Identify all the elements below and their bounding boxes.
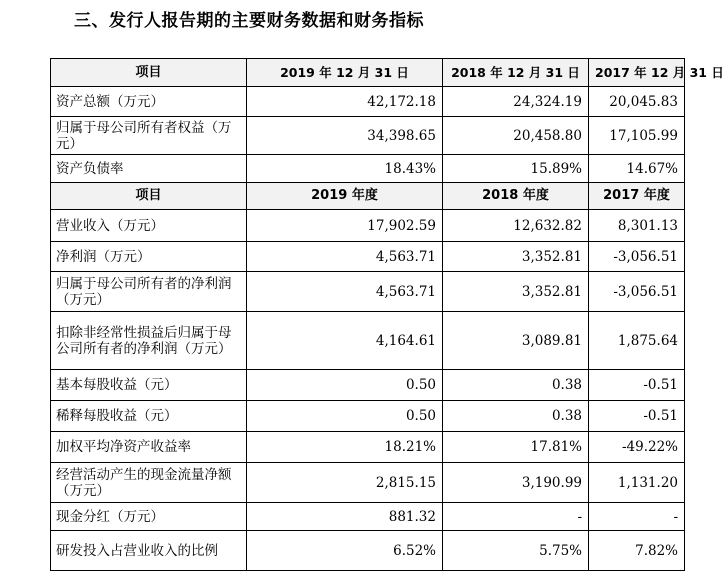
value-cell-2018: 24,324.19 xyxy=(443,87,589,117)
value-cell-2018: 3,352.81 xyxy=(443,242,589,272)
row-label: 净利润（万元） xyxy=(51,242,247,272)
value-cell-2018: - xyxy=(443,503,589,531)
value-cell-2019: 18.43% xyxy=(247,155,443,183)
row-label: 扣除非经常性损益后归属于母公司所有者的净利润（万元） xyxy=(51,312,247,370)
section-heading: 三、发行人报告期的主要财务数据和财务指标 xyxy=(74,11,424,31)
header-cell: 2018 年度 xyxy=(443,183,589,210)
table-row xyxy=(51,503,685,531)
value-cell-2019: 0.50 xyxy=(247,401,443,432)
table-row xyxy=(51,210,685,242)
value-cell-2017: 1,875.64 xyxy=(589,312,685,370)
value-cell-2017: -3,056.51 xyxy=(589,272,685,312)
value-cell-2018: 3,190.99 xyxy=(443,463,589,503)
balance-header-row xyxy=(51,59,685,87)
row-label: 归属于母公司所有者权益（万元） xyxy=(51,117,247,155)
value-cell-2019: 0.50 xyxy=(247,370,443,401)
value-cell-2017: 8,301.13 xyxy=(589,210,685,242)
table-row xyxy=(51,312,685,370)
row-label: 稀释每股收益（元） xyxy=(51,401,247,432)
value-cell-2019: 17,902.59 xyxy=(247,210,443,242)
value-cell-2018: 12,632.82 xyxy=(443,210,589,242)
header-cell: 项目 xyxy=(51,183,247,210)
value-cell-2019: 4,164.61 xyxy=(247,312,443,370)
value-cell-2018: 5.75% xyxy=(443,531,589,571)
table-row xyxy=(51,531,685,571)
value-cell-2019: 42,172.18 xyxy=(247,87,443,117)
row-label: 基本每股收益（元） xyxy=(51,370,247,401)
income-header-row xyxy=(51,183,685,210)
row-label: 现金分红（万元） xyxy=(51,503,247,531)
value-cell-2019: 6.52% xyxy=(247,531,443,571)
value-cell-2017: - xyxy=(589,503,685,531)
value-cell-2019: 2,815.15 xyxy=(247,463,443,503)
row-label: 资产总额（万元） xyxy=(51,87,247,117)
value-cell-2017: 20,045.83 xyxy=(589,87,685,117)
value-cell-2017: 17,105.99 xyxy=(589,117,685,155)
value-cell-2017: 7.82% xyxy=(589,531,685,571)
table-row xyxy=(51,463,685,503)
table-row xyxy=(51,272,685,312)
value-cell-2019: 881.32 xyxy=(247,503,443,531)
value-cell-2019: 4,563.71 xyxy=(247,242,443,272)
value-cell-2018: 3,089.81 xyxy=(443,312,589,370)
row-label: 研发投入占营业收入的比例 xyxy=(51,531,247,571)
table-row xyxy=(51,117,685,155)
table-row xyxy=(51,370,685,401)
value-cell-2018: 3,352.81 xyxy=(443,272,589,312)
value-cell-2017: 14.67% xyxy=(589,155,685,183)
table-row xyxy=(51,432,685,463)
value-cell-2017: -49.22% xyxy=(589,432,685,463)
value-cell-2019: 4,563.71 xyxy=(247,272,443,312)
table-row xyxy=(51,242,685,272)
value-cell-2019: 34,398.65 xyxy=(247,117,443,155)
table-row xyxy=(51,87,685,117)
value-cell-2018: 17.81% xyxy=(443,432,589,463)
value-cell-2018: 0.38 xyxy=(443,401,589,432)
row-label: 营业收入（万元） xyxy=(51,210,247,242)
header-cell: 项目 xyxy=(51,59,247,87)
row-label: 加权平均净资产收益率 xyxy=(51,432,247,463)
financial-data-table xyxy=(50,58,724,571)
value-cell-2018: 20,458.80 xyxy=(443,117,589,155)
value-cell-2018: 0.38 xyxy=(443,370,589,401)
value-cell-2017: 1,131.20 xyxy=(589,463,685,503)
row-label: 经营活动产生的现金流量净额（万元） xyxy=(51,463,247,503)
table-row xyxy=(51,401,685,432)
header-cell: 2019 年度 xyxy=(247,183,443,210)
table-row xyxy=(51,155,685,183)
row-label: 归属于母公司所有者的净利润（万元） xyxy=(51,272,247,312)
value-cell-2019: 18.21% xyxy=(247,432,443,463)
value-cell-2018: 15.89% xyxy=(443,155,589,183)
row-label: 资产负债率 xyxy=(51,155,247,183)
header-cell: 2017 年度 xyxy=(589,183,685,210)
value-cell-2017: -0.51 xyxy=(589,370,685,401)
value-cell-2017: -3,056.51 xyxy=(589,242,685,272)
header-cell: 2018 年 12 月 31 日 xyxy=(443,59,589,87)
header-cell: 2017 年 12 月 31 日 xyxy=(589,59,685,87)
header-cell: 2019 年 12 月 31 日 xyxy=(247,59,443,87)
value-cell-2017: -0.51 xyxy=(589,401,685,432)
